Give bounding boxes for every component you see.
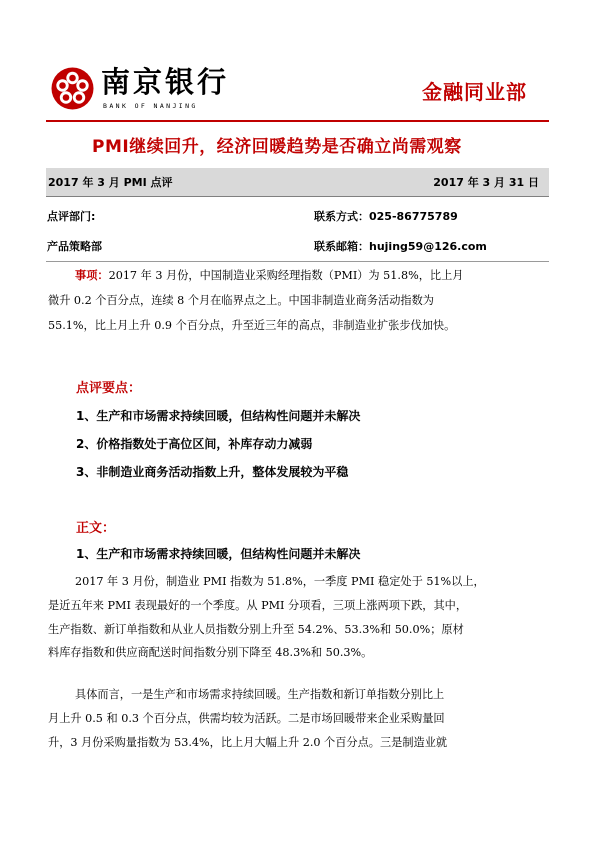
department-name: 金融同业部 xyxy=(422,80,527,104)
body-line: 料库存指数和供应商配送时间指数分别下降至 48.3%和 50.3%。 xyxy=(48,646,373,660)
product-dept: 产品策略部 xyxy=(47,240,102,253)
body-line: 2017 年 3 月份，制造业 PMI 指数为 51.8%，一季度 PMI 稳定处于 51%以上， xyxy=(75,575,485,588)
header-divider xyxy=(46,120,549,122)
report-type: 2017 年 3 月 PMI 点评 xyxy=(48,176,173,189)
body-paragraph-2 xyxy=(48,683,543,754)
body-line: 生产指数、新订单指数和从业人员指数分别上升至 54.2%、53.3%和 50.0%；原材 xyxy=(48,622,464,636)
contact-phone: 联系方式：025-86775789 xyxy=(314,210,458,223)
body-paragraph-1 xyxy=(48,570,543,665)
key-point-item: 3、非制造业商务活动指数上升，整体发展较为平稳 xyxy=(76,465,349,479)
event-line: 微升 0.2 个百分点，连续 8 个月在临界点之上。中国非制造业商务活动指数为 xyxy=(48,293,434,307)
body-line: 升，3 月份采购量指数为 53.4%，比上月大幅上升 2.0 个百分点。三是制造业就 xyxy=(48,735,448,749)
event-label: 事项： xyxy=(75,269,109,282)
bank-name-cn: 南京银行 xyxy=(101,65,230,99)
body-line: 是近五年来 PMI 表现最好的一个季度。从 PMI 分项看，三项上涨两项下跌，其中， xyxy=(48,598,468,612)
contact-email: 联系邮箱：hujing59@126.com xyxy=(314,240,487,253)
bank-logo-icon xyxy=(50,66,95,111)
report-title: PMI继续回升，经济回暖趋势是否确立尚需观察 xyxy=(92,137,462,157)
report-date: 2017 年 3 月 31 日 xyxy=(433,176,539,189)
body-line: 月上升 0.5 和 0.3 个百分点，供需均较为活跃。二是市场回暖带来企业采购量回 xyxy=(48,711,445,725)
bank-name-en: BANK OF NANJING xyxy=(103,102,198,110)
event-line: 55.1%，比上月上升 0.9 个百分点，升至近三年的高点，非制造业扩张步伐加快。 xyxy=(48,318,456,332)
main-title: 正文： xyxy=(76,521,116,536)
dept-label: 点评部门: xyxy=(47,210,96,223)
key-point-item: 1、生产和市场需求持续回暖，但结构性问题并未解决 xyxy=(76,409,361,423)
key-points-title: 点评要点： xyxy=(76,381,142,396)
info-bar xyxy=(46,168,549,197)
event-paragraph xyxy=(48,264,540,338)
main-subtitle: 1、生产和市场需求持续回暖，但结构性问题并未解决 xyxy=(76,547,361,561)
key-point-item: 2、价格指数处于高位区间，补库存动力减弱 xyxy=(76,437,313,451)
event-line: 2017 年 3 月份，中国制造业采购经理指数（PMI）为 51.8%，比上月 xyxy=(108,269,464,282)
meta-divider xyxy=(46,261,549,262)
body-line: 具体而言，一是生产和市场需求持续回暖。生产指数和新订单指数分别比上 xyxy=(75,688,445,701)
